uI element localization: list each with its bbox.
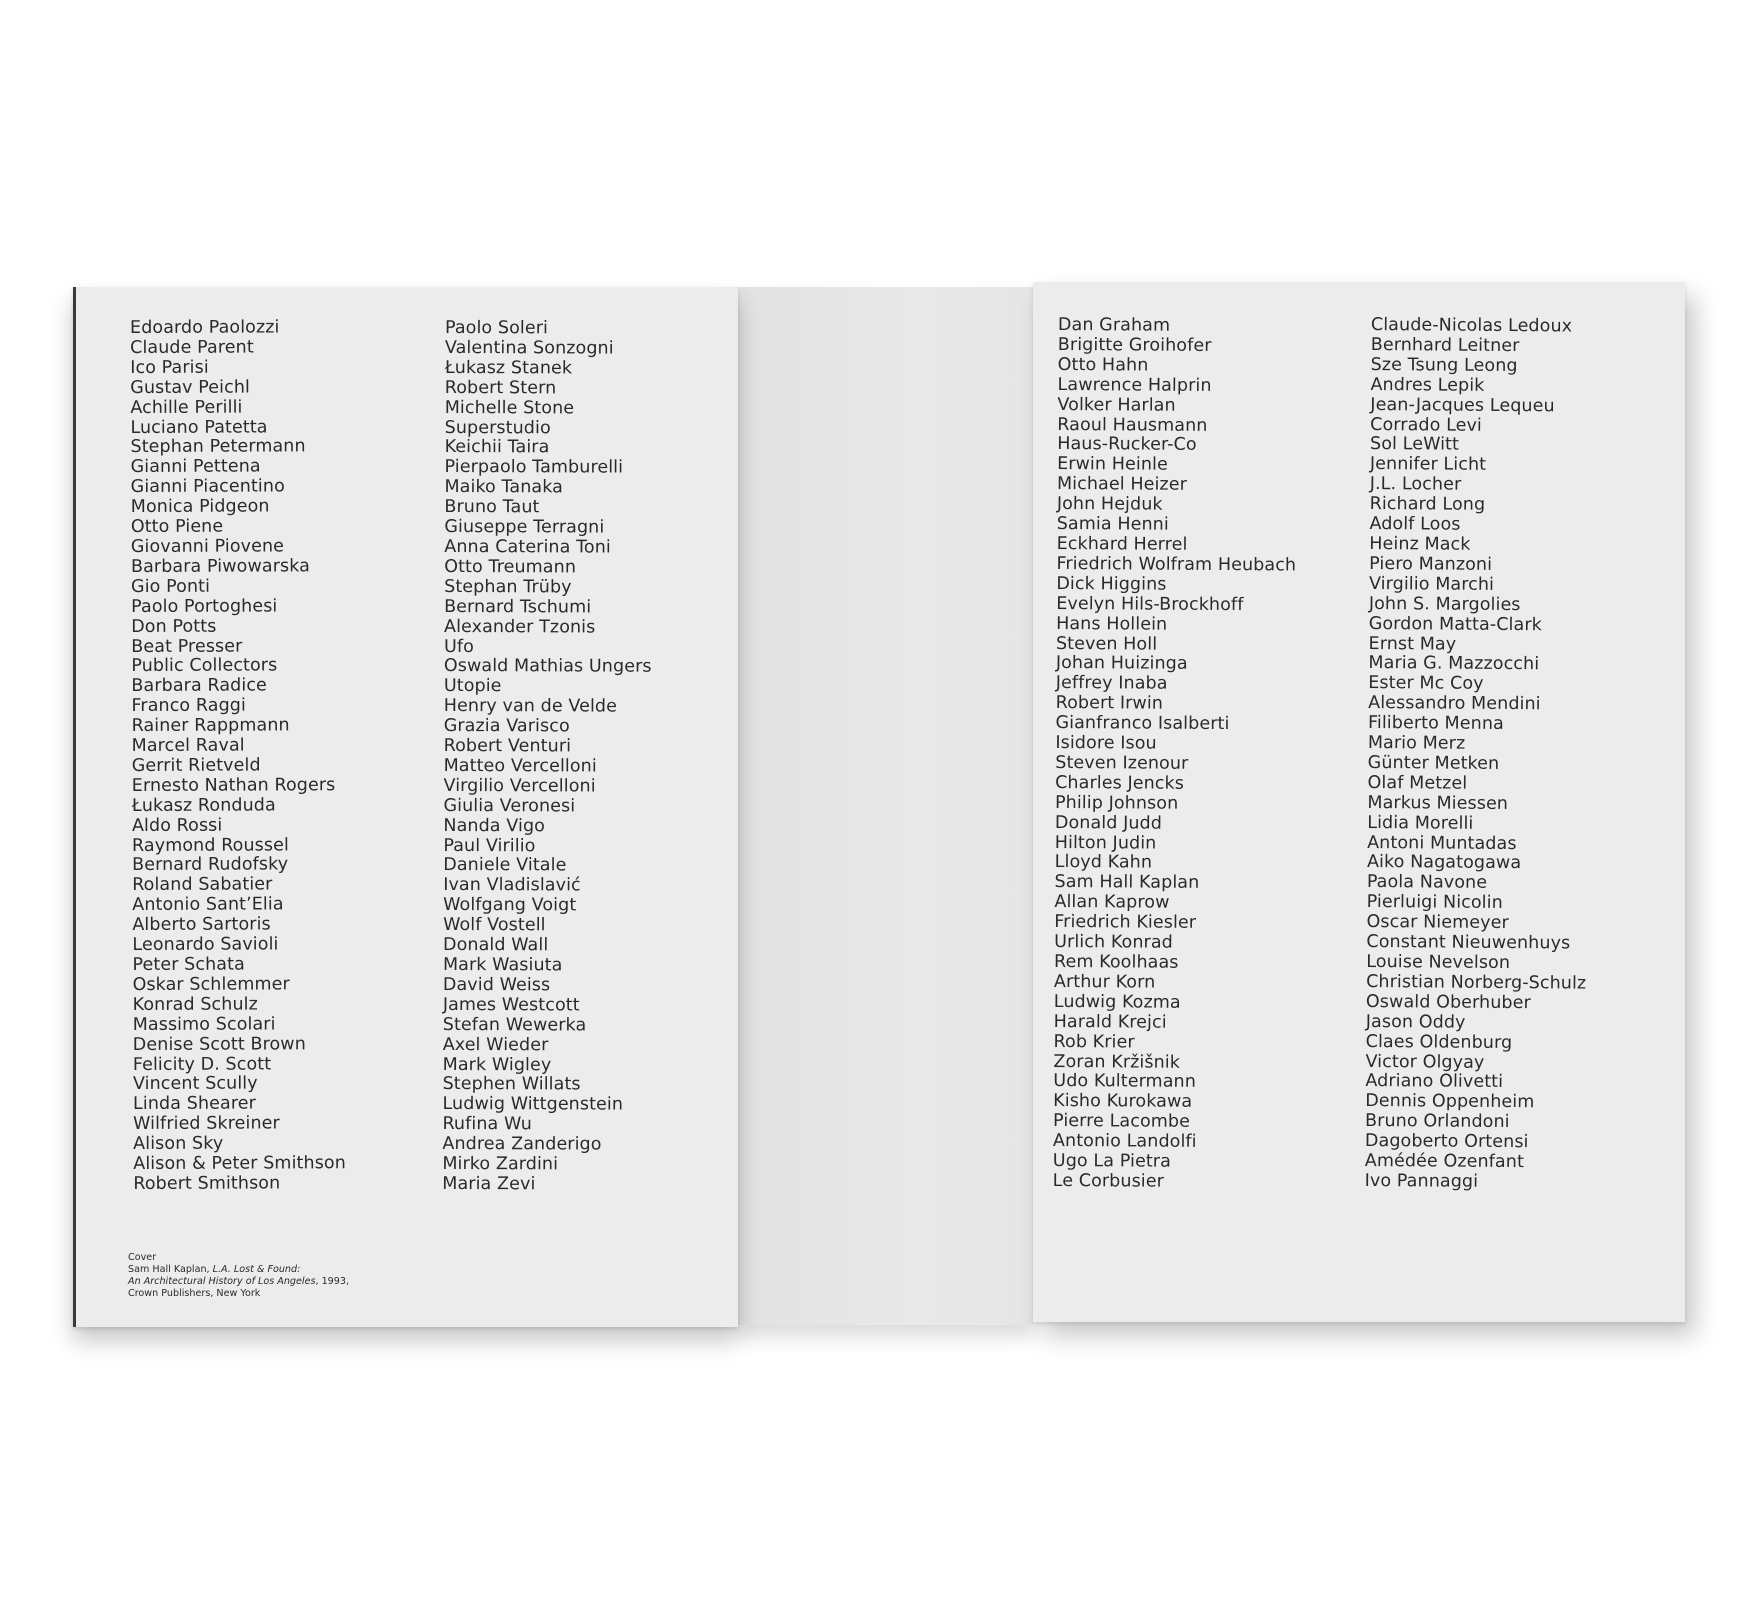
list-item: Stephan Petermann xyxy=(130,436,306,458)
list-item: Olaf Metzel xyxy=(1367,772,1468,794)
list-item: John S. Margolies xyxy=(1368,593,1521,615)
list-item: Raymond Roussel xyxy=(131,834,289,856)
list-item: Oswald Mathias Ungers xyxy=(443,656,652,678)
list-item: Stephan Trüby xyxy=(444,576,572,598)
list-item: Achille Perilli xyxy=(130,397,243,418)
list-item: Claude Parent xyxy=(130,337,254,358)
list-item: Hilton Judin xyxy=(1054,832,1157,854)
list-item: David Weiss xyxy=(442,974,551,996)
list-item: Anna Caterina Toni xyxy=(444,536,611,558)
list-item: Ivan Vladislavić xyxy=(443,875,581,896)
list-item: Michael Heizer xyxy=(1056,474,1187,496)
list-item: Claes Oldenburg xyxy=(1365,1031,1513,1053)
list-item: Pierpaolo Tamburelli xyxy=(444,457,624,478)
list-item: Robert Venturi xyxy=(443,736,572,757)
list-item: Rob Krier xyxy=(1053,1031,1135,1053)
list-item: Gianni Pettena xyxy=(130,456,261,478)
right-page xyxy=(1033,282,1685,1322)
list-item: Paul Virilio xyxy=(443,835,536,856)
list-item: Sze Tsung Leong xyxy=(1370,354,1518,376)
list-item: Ernst May xyxy=(1368,633,1457,655)
name-list-column-1 xyxy=(130,318,346,1195)
list-item: Christian Norberg-Schulz xyxy=(1366,971,1587,994)
list-item: Maria Zevi xyxy=(442,1173,536,1195)
list-item: Adolf Loos xyxy=(1369,514,1461,535)
list-item: Stefan Wewerka xyxy=(442,1014,587,1036)
list-item: Adriano Olivetti xyxy=(1365,1071,1504,1093)
caption-publisher: Crown Publishers, New York xyxy=(128,1288,261,1299)
list-item: Rem Koolhaas xyxy=(1053,951,1179,973)
list-item: Gerrit Rietveld xyxy=(131,755,261,776)
list-item: Pierluigi Nicolin xyxy=(1366,892,1503,914)
list-item: Antonio Sant’Elia xyxy=(132,894,284,916)
caption-label: Cover xyxy=(128,1252,157,1263)
list-item: Wolfgang Voigt xyxy=(443,895,577,916)
list-item: Oswald Oberhuber xyxy=(1365,991,1531,1014)
list-item: Mirko Zardini xyxy=(442,1154,559,1175)
list-item: Henry van de Velde xyxy=(443,696,618,717)
list-item: Johan Huizinga xyxy=(1055,653,1188,675)
name-list-column-4 xyxy=(1365,316,1592,1193)
list-item: Axel Wieder xyxy=(442,1034,549,1055)
list-item: Paola Navone xyxy=(1366,872,1488,894)
list-item: Michelle Stone xyxy=(444,397,575,419)
list-item: Nanda Vigo xyxy=(443,815,546,836)
list-item: Robert Smithson xyxy=(133,1173,281,1194)
list-item: Günter Metken xyxy=(1367,752,1500,774)
list-item: Hans Hollein xyxy=(1056,613,1168,635)
list-item: Ludwig Wittgenstein xyxy=(442,1094,624,1115)
list-item: Mario Merz xyxy=(1367,733,1466,754)
list-item: Gianfranco Isalberti xyxy=(1055,713,1230,735)
caption-year: , 1993, xyxy=(315,1276,350,1287)
list-item: Giuseppe Terragni xyxy=(444,517,605,538)
list-item: Eckhard Herrel xyxy=(1056,533,1188,555)
list-item: Aiko Nagatogawa xyxy=(1366,852,1522,874)
list-item: Maria G. Mazzocchi xyxy=(1368,653,1540,675)
list-item: Filiberto Menna xyxy=(1367,713,1504,735)
list-item: Bernard Rudofsky xyxy=(132,854,289,876)
list-item: Heinz Mack xyxy=(1369,533,1471,555)
list-item: Steven Izenour xyxy=(1055,752,1189,774)
list-item: Don Potts xyxy=(131,616,217,637)
list-item: Daniele Vitale xyxy=(443,855,567,876)
list-item: Grazia Varisco xyxy=(443,716,570,737)
list-item: Marcel Raval xyxy=(131,735,245,757)
list-item: Evelyn Hils-Brockhoff xyxy=(1056,593,1244,615)
list-item: Dennis Oppenheim xyxy=(1365,1091,1535,1113)
list-item: Giovanni Piovene xyxy=(130,536,285,557)
list-item: Jean-Jacques Lequeu xyxy=(1370,394,1555,416)
list-item: Samia Henni xyxy=(1056,514,1169,535)
list-item: Superstudio xyxy=(444,417,551,438)
list-item: James Westcott xyxy=(442,994,580,1016)
list-item: Keichii Taira xyxy=(444,437,550,458)
list-item: Alison & Peter Smithson xyxy=(133,1153,346,1175)
list-item: Felicity D. Scott xyxy=(132,1053,272,1075)
left-page xyxy=(73,287,738,1327)
list-item: Constant Nieuwenhuys xyxy=(1366,932,1571,954)
list-item: Konrad Schulz xyxy=(132,994,258,1015)
list-item: Charles Jencks xyxy=(1055,772,1185,794)
list-item: Bernhard Leitner xyxy=(1370,334,1520,356)
list-item: Luciano Patetta xyxy=(130,417,268,438)
list-item: Brigitte Groihofer xyxy=(1057,334,1212,356)
list-item: Łukasz Ronduda xyxy=(131,795,276,816)
list-item: Gordon Matta-Clark xyxy=(1368,613,1542,635)
list-item: Franco Raggi xyxy=(131,695,247,717)
list-item: Łukasz Stanek xyxy=(444,357,573,379)
list-item: Giulia Veronesi xyxy=(443,795,576,817)
list-item: Jennifer Licht xyxy=(1369,454,1487,476)
list-item: Utopie xyxy=(443,676,502,697)
list-item: Jason Oddy xyxy=(1365,1011,1466,1033)
list-item: Le Corbusier xyxy=(1052,1170,1165,1192)
list-item: Erwin Heinle xyxy=(1057,454,1168,476)
list-item: Robert Stern xyxy=(444,377,557,399)
list-item: Virgilio Vercelloni xyxy=(443,775,596,797)
list-item: Mark Wigley xyxy=(442,1054,552,1075)
list-item: Ugo La Pietra xyxy=(1052,1151,1172,1172)
list-item: Dan Graham xyxy=(1057,315,1171,336)
list-item: Pierre Lacombe xyxy=(1053,1111,1191,1133)
list-item: Louise Nevelson xyxy=(1366,951,1511,974)
name-list-column-3 xyxy=(1053,316,1298,1193)
list-item: Gianni Piacentino xyxy=(130,476,285,498)
list-item: Arthur Korn xyxy=(1053,971,1156,993)
list-item: Richard Long xyxy=(1369,494,1486,515)
list-item: Otto Treumann xyxy=(444,556,577,578)
list-item: Ufo xyxy=(443,636,474,657)
list-item: Public Collectors xyxy=(131,655,278,677)
list-item: Piero Manzoni xyxy=(1369,553,1493,575)
list-item: Ico Parisi xyxy=(130,357,209,378)
list-item: Ester Mc Coy xyxy=(1368,673,1484,695)
list-item: Donald Wall xyxy=(443,935,549,956)
list-item: Beat Presser xyxy=(131,636,243,657)
list-item: Friedrich Wolfram Heubach xyxy=(1056,553,1297,576)
list-item: Lloyd Kahn xyxy=(1054,852,1153,874)
list-item: Dick Higgins xyxy=(1056,573,1167,595)
list-item: Matteo Vercelloni xyxy=(443,755,597,777)
list-item: Bruno Taut xyxy=(444,497,540,518)
list-item: Linda Shearer xyxy=(132,1093,256,1115)
list-item: Gio Ponti xyxy=(130,576,211,597)
list-item: Victor Olgyay xyxy=(1365,1051,1485,1073)
list-item: Gustav Peichl xyxy=(130,377,251,398)
list-item: Wolf Vostell xyxy=(443,915,546,936)
list-item: Sam Hall Kaplan xyxy=(1054,872,1200,894)
list-item: Maiko Tanaka xyxy=(444,477,564,498)
list-item: Sol LeWitt xyxy=(1369,434,1460,456)
list-item: Wilfried Skreiner xyxy=(133,1113,280,1135)
list-item: Oskar Schlemmer xyxy=(132,974,290,995)
name-list-column-2 xyxy=(442,319,652,1196)
list-item: Lawrence Halprin xyxy=(1057,374,1212,396)
list-item: Denise Scott Brown xyxy=(132,1033,306,1055)
list-item: Leonardo Savioli xyxy=(132,934,279,956)
list-item: Allan Kaprow xyxy=(1054,892,1170,913)
list-item: Jeffrey Inaba xyxy=(1055,673,1168,694)
list-item: Urlich Konrad xyxy=(1054,932,1173,953)
list-item: Mark Wasiuta xyxy=(442,954,563,976)
list-item: Alessandro Mendini xyxy=(1368,693,1541,715)
list-item: Aldo Rossi xyxy=(131,815,223,836)
list-item: Volker Harlan xyxy=(1057,394,1176,416)
list-item: Monica Pidgeon xyxy=(130,496,270,518)
list-item: Kisho Kurokawa xyxy=(1053,1091,1193,1113)
list-item: Virgilio Marchi xyxy=(1368,573,1495,595)
list-item: Robert Irwin xyxy=(1055,693,1164,714)
list-item: Edoardo Paolozzi xyxy=(129,317,280,338)
list-item: Barbara Radice xyxy=(131,675,267,697)
caption-title-2: An Architectural History of Los Angeles xyxy=(128,1276,316,1287)
list-item: Antoni Muntadas xyxy=(1367,832,1517,854)
list-item: Paolo Portoghesi xyxy=(131,596,278,617)
list-item: Roland Sabatier xyxy=(132,874,273,896)
list-item: Rufina Wu xyxy=(442,1114,533,1135)
caption-line-1 xyxy=(128,1264,349,1276)
list-item: Paolo Soleri xyxy=(444,318,549,339)
cover-caption xyxy=(128,1252,349,1300)
list-item: Ivo Pannaggi xyxy=(1364,1170,1479,1192)
list-item: Steven Holl xyxy=(1055,633,1158,655)
list-item: Andrea Zanderigo xyxy=(442,1134,602,1155)
list-item: Peter Schata xyxy=(132,954,245,975)
caption-line-2 xyxy=(128,1276,349,1288)
list-item: Alison Sky xyxy=(133,1133,224,1155)
list-item: Otto Hahn xyxy=(1057,354,1149,376)
list-item: Massimo Scolari xyxy=(132,1014,276,1035)
list-item: Harald Krejci xyxy=(1053,1011,1167,1033)
list-item: Markus Miessen xyxy=(1367,792,1509,814)
list-item: Rainer Rappmann xyxy=(131,715,290,737)
list-item: Haus-Rucker-Co xyxy=(1057,434,1197,456)
book-gutter-flap xyxy=(738,287,1033,1325)
list-item: Friedrich Kiesler xyxy=(1054,912,1197,934)
list-item: Stephen Willats xyxy=(442,1074,581,1095)
list-item: Bernard Tschumi xyxy=(444,596,592,618)
list-item: Otto Piene xyxy=(130,516,224,538)
list-item: Antonio Landolfi xyxy=(1052,1131,1197,1153)
list-item: Raoul Hausmann xyxy=(1057,414,1208,436)
list-item: Alberto Sartoris xyxy=(132,914,271,936)
list-item: Andres Lepik xyxy=(1370,374,1485,396)
list-item: Ernesto Nathan Rogers xyxy=(131,775,336,796)
list-item: Zoran Kržišnik xyxy=(1053,1051,1181,1073)
list-item: Claude-Nicolas Ledoux xyxy=(1370,315,1573,337)
list-item: Vincent Scully xyxy=(132,1073,258,1095)
list-item: Dagoberto Ortensi xyxy=(1364,1131,1529,1153)
list-item: Barbara Piwowarska xyxy=(130,556,310,577)
list-item: Donald Judd xyxy=(1054,812,1163,834)
list-item: Valentina Sonzogni xyxy=(444,337,614,359)
list-item: Corrado Levi xyxy=(1370,414,1483,436)
list-item: J.L. Locher xyxy=(1369,474,1462,495)
caption-title-1: L.A. Lost & Found: xyxy=(212,1264,301,1275)
list-item: Philip Johnson xyxy=(1054,792,1179,814)
caption-author: Sam Hall Kaplan, xyxy=(128,1264,213,1275)
list-item: Amédée Ozenfant xyxy=(1364,1151,1525,1173)
list-item: Ludwig Kozma xyxy=(1053,991,1181,1013)
list-item: Bruno Orlandoni xyxy=(1365,1111,1510,1133)
list-item: Oscar Niemeyer xyxy=(1366,912,1509,934)
list-item: Udo Kultermann xyxy=(1053,1071,1197,1093)
list-item: John Hejduk xyxy=(1056,494,1163,515)
list-item: Lidia Morelli xyxy=(1367,812,1474,834)
list-item: Isidore Isou xyxy=(1055,733,1157,754)
list-item: Alexander Tzonis xyxy=(444,616,596,638)
